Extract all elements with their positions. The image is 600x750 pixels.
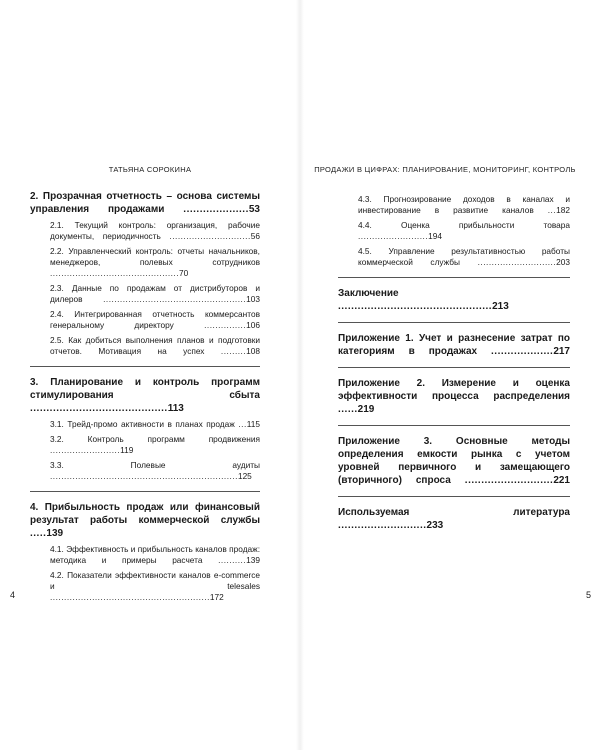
dot-leader: ... xyxy=(547,205,557,215)
page-ref: 139 xyxy=(246,555,260,565)
toc-subentry xyxy=(30,335,260,357)
page-ref: 182 xyxy=(556,205,570,215)
page-ref: 213 xyxy=(492,301,509,312)
dot-leader: .............................................. xyxy=(50,268,180,278)
dot-leader: ........................... xyxy=(338,520,427,531)
page-ref: 56 xyxy=(250,231,260,241)
toc-right xyxy=(338,190,570,532)
chapter-title: Заключение xyxy=(338,288,399,299)
page-ref: 70 xyxy=(179,268,189,278)
subentry-title: 2.5. Как добиться выполнения планов и подготовки отчетов. Мотивация на успех xyxy=(50,335,260,356)
subentry-title: 4.2. Показатели эффективности каналов e-commerce и telesales xyxy=(50,570,260,591)
dot-leader: ... xyxy=(238,419,247,429)
divider xyxy=(338,322,570,323)
dot-leader: .......... xyxy=(218,555,247,565)
page-ref: 233 xyxy=(426,520,444,531)
subentry-title: 4.1. Эффективность и прибыльность каналов продаж: методика и примеры расчета xyxy=(50,544,260,565)
page-ref: 53 xyxy=(248,204,260,215)
toc-subentry xyxy=(30,434,260,456)
subentry-title: 3.2. Контроль программ продвижения xyxy=(50,434,260,444)
toc-subentry xyxy=(30,570,260,603)
toc-chapter xyxy=(30,501,260,540)
page-number: 4 xyxy=(10,590,16,600)
chapter-title: Приложение 3. Основные методы определения емкости рынка с учетом уровней первичного и замещающего (вторичного) спроса xyxy=(338,436,570,486)
page-ref: 125 xyxy=(237,471,252,481)
dot-leader: ......................................................... xyxy=(50,592,210,602)
page-ref: 108 xyxy=(246,346,261,356)
dot-leader: ............................ xyxy=(477,257,557,267)
toc-subentry xyxy=(30,220,260,242)
divider xyxy=(338,277,570,278)
dot-leader: ............... xyxy=(204,320,247,330)
subentry-title: 4.3. Прогнозирование доходов в каналах и инвестирование в развитие каналов xyxy=(358,194,570,215)
divider xyxy=(338,496,570,497)
divider xyxy=(338,425,570,426)
subentry-title: 2.1. Текущий контроль: организация, рабочие документы, периодичность xyxy=(50,220,260,241)
divider xyxy=(30,491,260,492)
dot-leader: ..... xyxy=(30,528,47,539)
dot-leader: ................................................................... xyxy=(50,471,238,481)
toc-chapter xyxy=(30,190,260,216)
chapter-title: Приложение 1. Учет и разнесение затрат по категориям в продажах xyxy=(338,333,570,357)
subentry-title: 4.4. Оценка прибыльности товара xyxy=(358,220,570,230)
divider xyxy=(30,366,260,367)
toc-subentry xyxy=(30,544,260,566)
dot-leader: ......................... xyxy=(50,445,121,455)
chapter-title: Приложение 2. Измерение и оценка эффективности процесса распределения xyxy=(338,378,570,402)
toc-chapter xyxy=(338,506,570,532)
chapter-title: Используемая литература xyxy=(338,507,570,518)
page-ref: 113 xyxy=(167,403,184,414)
page-ref: 103 xyxy=(246,294,260,304)
right-page xyxy=(300,0,600,750)
dot-leader: ...... xyxy=(338,404,358,415)
toc-chapter xyxy=(338,287,570,313)
page-ref: 106 xyxy=(246,320,260,330)
toc-subentry xyxy=(338,194,570,216)
dot-leader: ................................................... xyxy=(103,294,247,304)
dot-leader: ......... xyxy=(220,346,247,356)
subentry-title: 3.3. Полевые аудиты xyxy=(50,460,260,470)
subentry-title: 2.3. Данные по продажам от дистрибуторов и дилеров xyxy=(50,283,260,304)
page-ref: 119 xyxy=(120,445,134,455)
toc-subentry xyxy=(30,460,260,482)
chapter-title: 2. Прозрачная отчетность – основа системы управления продажами xyxy=(30,191,260,215)
divider xyxy=(338,367,570,368)
toc-left xyxy=(30,190,260,603)
chapter-title: 4. Прибыльность продаж или финансовый результат работы коммерческой службы xyxy=(30,502,260,526)
toc-subentry xyxy=(338,246,570,268)
subentry-title: 2.4. Интегрированная отчетность коммерсантов генеральному директору xyxy=(50,309,260,330)
toc-subentry xyxy=(30,246,260,279)
running-head-book-title: ПРОДАЖИ В ЦИФРАХ: ПЛАНИРОВАНИЕ, МОНИТОРИНГ, КОНТРОЛЬ xyxy=(314,165,576,174)
dot-leader: ................... xyxy=(491,346,554,357)
toc-subentry xyxy=(30,283,260,305)
toc-subentry xyxy=(30,309,260,331)
chapter-title: 3. Планирование и контроль программ стимулирования сбыта xyxy=(30,377,260,401)
page-ref: 115 xyxy=(246,419,260,429)
subentry-title: 4.5. Управление результативностью работы коммерческой службы xyxy=(358,246,570,267)
subentry-title: 2.2. Управленческий контроль: отчеты начальников, менеджеров, полевых сотрудников xyxy=(50,246,260,267)
subentry-title: 3.1. Трейд-промо активности в планах продаж xyxy=(50,419,235,429)
dot-leader: ........................... xyxy=(464,475,554,486)
dot-leader: .................... xyxy=(183,204,249,215)
dot-leader: ......................... xyxy=(358,231,429,241)
page-ref: 203 xyxy=(556,257,571,267)
toc-chapter xyxy=(338,377,570,416)
page-ref: 217 xyxy=(553,346,570,357)
toc-subentry xyxy=(30,419,260,430)
page-ref: 194 xyxy=(428,231,442,241)
page-ref: 172 xyxy=(209,592,224,602)
running-head-author: ТАТЬЯНА СОРОКИНА xyxy=(108,165,192,174)
toc-chapter xyxy=(338,332,570,358)
page-ref: 221 xyxy=(553,475,570,486)
toc-chapter xyxy=(338,435,570,487)
page-ref: 139 xyxy=(46,528,64,539)
dot-leader: ............................................... xyxy=(338,301,493,312)
toc-subentry xyxy=(338,220,570,242)
page-ref: 219 xyxy=(357,404,375,415)
page-number: 5 xyxy=(586,590,592,600)
toc-chapter xyxy=(30,376,260,415)
dot-leader: .......................................... xyxy=(30,403,168,414)
dot-leader: ............................. xyxy=(169,231,251,241)
